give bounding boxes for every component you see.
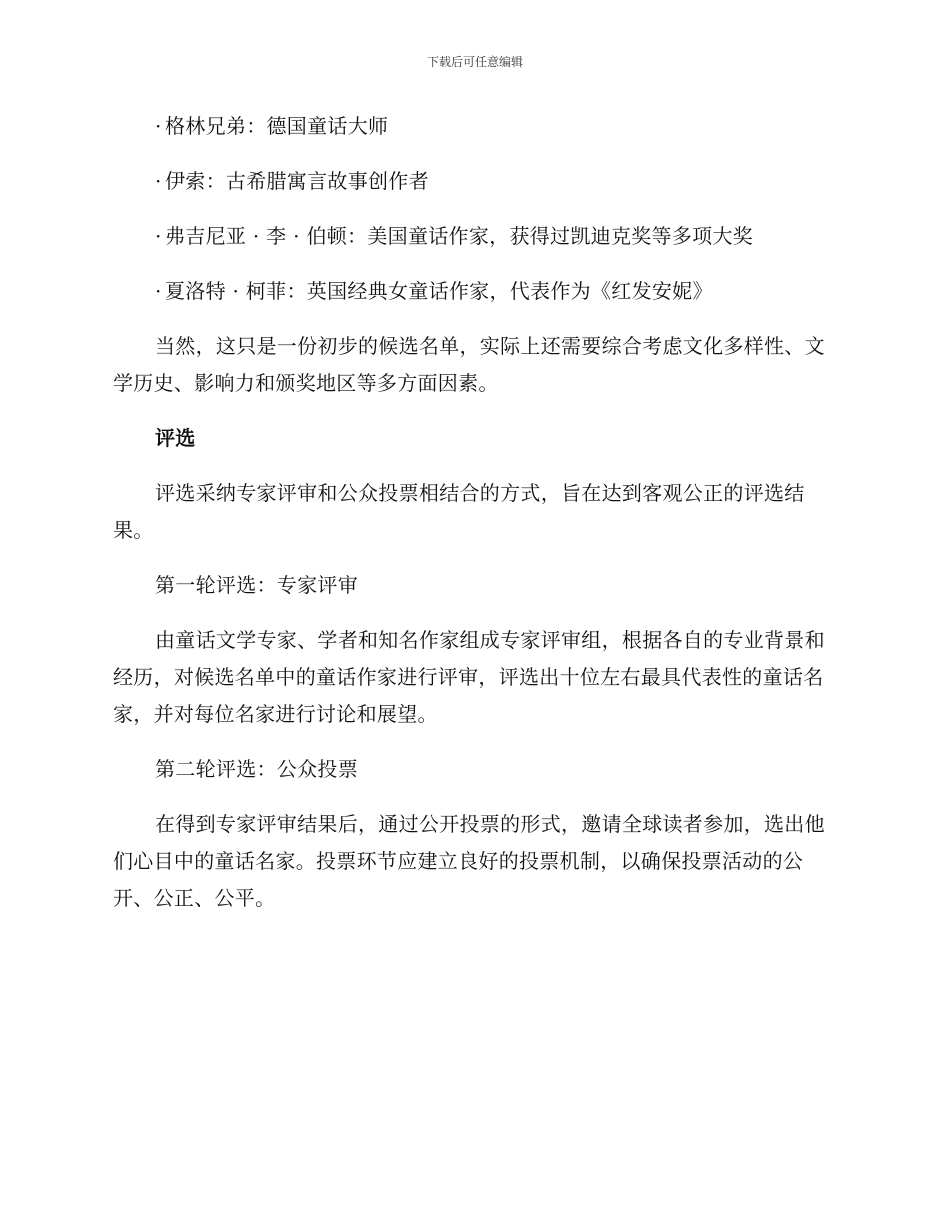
bullet-text: 伊索：古希腊寓言故事创作者 bbox=[165, 169, 429, 193]
paragraph-method: 评选采纳专家评审和公众投票相结合的方式，旨在达到客观公正的评选结果。 bbox=[113, 481, 805, 542]
section-heading: 评选 bbox=[155, 426, 196, 450]
round1-text: 由童话文学专家、学者和知名作家组成专家评审组，根据各自的专业背景和经历，对候选名单中的童话作家进行评审，评选出十位左右最具代表性的童话名家，并对每位名家进行讨论和展望。 bbox=[113, 628, 825, 726]
bullet-dot-icon: · bbox=[155, 169, 162, 193]
bullet-text: 弗吉尼亚 · 李 · 伯顿：美国童话作家，获得过凯迪克奖等多项大奖 bbox=[165, 224, 754, 248]
bullet-item bbox=[113, 108, 833, 145]
bullet-item bbox=[113, 163, 833, 200]
document-body bbox=[113, 108, 833, 935]
round1-title: 第一轮评选：专家评审 bbox=[155, 573, 358, 597]
bullet-item bbox=[113, 273, 833, 310]
page-header: 下载后可任意编辑 bbox=[426, 55, 523, 69]
round2-text: 在得到专家评审结果后，通过公开投票的形式，邀请全球读者参加，选出他们心目中的童话名家。投票环节应建立良好的投票机制，以确保投票活动的公开、公正、公平。 bbox=[113, 812, 825, 910]
bullet-dot-icon: · bbox=[155, 224, 162, 248]
paragraph-intro: 当然，这只是一份初步的候选名单，实际上还需要综合考虑文化多样性、文学历史、影响力和颁奖地区等多方面因素。 bbox=[113, 334, 825, 395]
bullet-dot-icon: · bbox=[155, 279, 162, 303]
bullet-text: 夏洛特 · 柯菲：英国经典女童话作家，代表作为《红发安妮》 bbox=[165, 279, 713, 303]
bullet-dot-icon: · bbox=[155, 114, 162, 138]
bullet-item bbox=[113, 218, 833, 255]
bullet-text: 格林兄弟：德国童话大师 bbox=[165, 114, 389, 138]
round2-title: 第二轮评选：公众投票 bbox=[155, 757, 358, 781]
